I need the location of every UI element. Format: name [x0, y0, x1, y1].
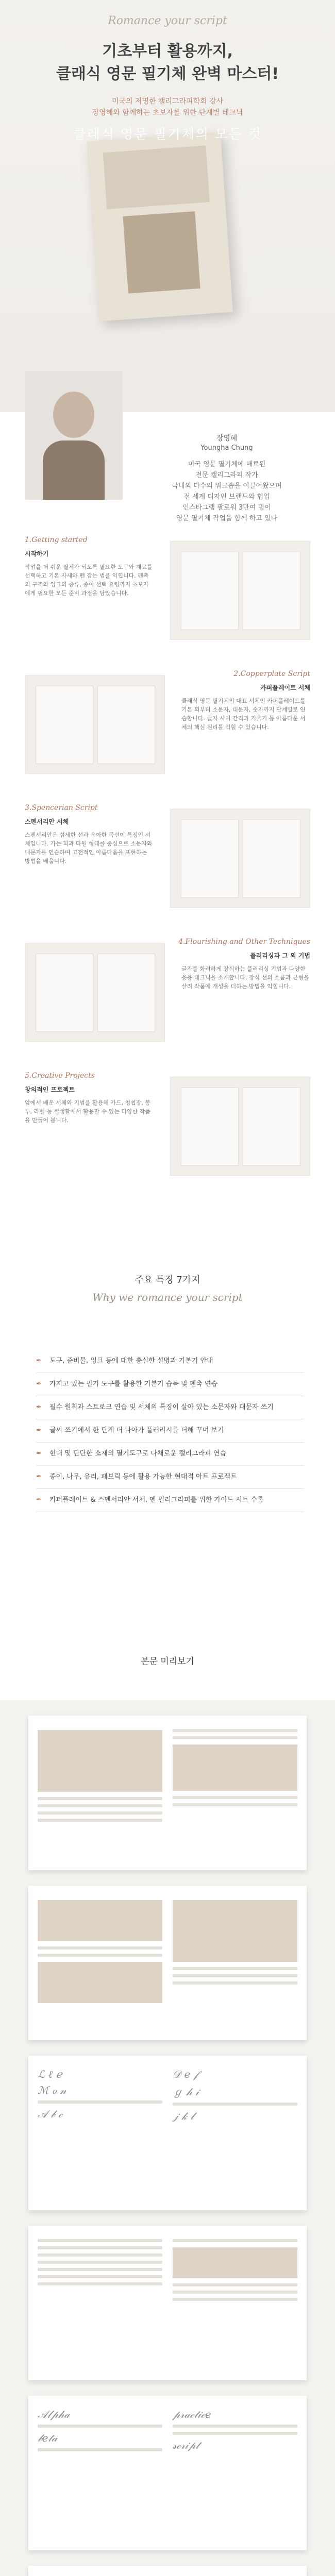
book-page — [181, 1088, 239, 1166]
chapter-3-text: 스펜서리안은 섬세한 선과 우아한 곡선이 특징인 서체입니다. 가는 획과 타원 형태를 중심으로 소문자와 대문자를 연습하며 고전적인 아름다움을 표현하는 방법을 배웁니다. — [25, 832, 153, 865]
feather-icon: ✒ — [36, 1473, 42, 1481]
chapter-2-image — [25, 675, 165, 774]
author-info — [139, 433, 314, 524]
hero-desc-line1: 미국의 저명한 캘리그라피학회 강사 — [111, 97, 224, 106]
author-name-en: Youngha Chung — [200, 444, 253, 452]
chapter-2 — [0, 670, 335, 788]
book-page-right — [173, 2235, 297, 2371]
feature-text: 도구, 준비물, 잉크 등에 대한 충실한 설명과 기본기 안내 — [49, 1357, 213, 1365]
feather-icon: ✒ — [36, 1403, 42, 1411]
hero-book-title: 클래식 영문 필기체의 모든 것 — [73, 127, 262, 142]
feature-item — [36, 1443, 304, 1466]
chapter-5-label: 창의적인 프로젝트 — [25, 1086, 75, 1093]
hero-section — [0, 0, 335, 412]
chapter-5-text: 앞에서 배운 서체와 기법을 활용해 카드, 청첩장, 봉투, 라벨 등 실생활에서 활용할 수 있는 다양한 작품을 만들어 봅니다. — [25, 1099, 150, 1124]
chapter-4-image — [25, 943, 165, 1042]
book-page — [97, 686, 155, 764]
feather-icon: ✒ — [36, 1357, 42, 1365]
chapter-1-label: 시작하기 — [25, 550, 49, 557]
chapter-2-text: 클래식 영문 필기체의 대표 서체인 카퍼플레이트를 기본 획부터 소문자, 대문자, 숫자까지 단계별로 연습합니다. 글자 사이 간격과 기울기 등 아름다운 서체의 핵심 원리를 익힐 수 있습니다. — [181, 698, 306, 731]
book-cover-image — [87, 132, 233, 321]
book-page-left: ℒ ℓ ℯ ℳ ℴ 𝓃 𝒜 𝒷 𝒸 — [38, 2065, 162, 2201]
feature-text: 가지고 있는 필기 도구를 활용한 기본기 습득 및 펜촉 연습 — [49, 1380, 218, 1388]
chapter-3-image — [170, 809, 310, 908]
author-face — [53, 392, 94, 438]
chapter-1-image — [170, 541, 310, 640]
book-page-right — [173, 1725, 297, 1861]
author-bio-line: 전 세계 디자인 브랜드와 협업 — [183, 493, 270, 501]
feature-text: 현대 및 단단한 소재의 필기도구로 다채로운 캘리그라피 연습 — [49, 1450, 226, 1458]
features-title: 주요 특징 7가지 — [135, 1275, 200, 1285]
book-page — [243, 1088, 300, 1166]
chapter-5-image — [170, 1077, 310, 1176]
author-bio-line: 인스타그램 팔로워 3만여 명이 — [182, 504, 271, 512]
feather-icon: ✒ — [36, 1496, 42, 1504]
features-list — [36, 1350, 304, 1512]
preview-spread-2 — [28, 1886, 307, 2040]
feature-item — [36, 1419, 304, 1443]
feather-icon: ✒ — [36, 1427, 42, 1434]
feature-item — [36, 1396, 304, 1419]
hero-title — [0, 40, 335, 86]
chapter-4-label: 플러리싱과 그 외 기법 — [250, 952, 310, 959]
hero-title-line1: 기초부터 활용까지, — [102, 42, 233, 60]
chapter-3-title: 3.Spencerian Script — [25, 804, 98, 812]
book-page — [181, 820, 239, 898]
feature-text: 필수 원칙과 스트로크 연습 및 서체의 특징이 살아 있는 소문자와 대문자 쓰기 — [49, 1403, 274, 1411]
chapter-1-title: 1.Getting started — [25, 536, 88, 544]
book-page — [36, 686, 93, 764]
book-page-right: 𝒟 𝑒 𝒻 ℊ 𝒽 𝒾 𝒿 𝓀 𝓁 — [173, 2065, 297, 2201]
feature-item — [36, 1350, 304, 1373]
feature-text: 글씨 쓰기에서 한 단계 더 나아가 플러리시를 더해 꾸며 보기 — [49, 1427, 224, 1434]
book-page-left — [38, 1895, 162, 2031]
book-page-right — [173, 1895, 297, 2031]
author-photo — [25, 371, 123, 500]
author-bio-line: 전문 캘리그라피 작가 — [195, 471, 258, 479]
chapter-5-title: 5.Creative Projects — [25, 1072, 95, 1080]
book-page-left — [38, 1725, 162, 1861]
preview-title: 본문 미리보기 — [141, 1656, 194, 1667]
book-cover-photo — [123, 211, 200, 293]
hero-title-line2: 클래식 영문 필기체 완벽 마스터! — [56, 65, 279, 83]
chapter-2-label: 카퍼플레이트 서체 — [260, 684, 310, 691]
book-page — [243, 820, 300, 898]
author-bio-line: 영문 필기체 작업을 함께 하고 있다 — [176, 515, 278, 522]
author-bio-line: 국내외 다수의 워크숍을 이끌어왔으며 — [172, 482, 282, 490]
book-page — [36, 954, 93, 1032]
book-page-right: 𝓅𝓇𝒶𝒸𝓉𝒾𝒸𝑒 𝓈𝒸𝓇𝒾𝓅𝓉 — [173, 2405, 297, 2541]
book-page — [243, 552, 300, 630]
feature-item — [36, 1489, 304, 1512]
hero-desc-line2: 장영혜와 함께하는 초보자를 위한 단계별 테크닉 — [92, 109, 243, 117]
feature-item — [36, 1373, 304, 1396]
chapter-2-title: 2.Copperplate Script — [233, 670, 310, 678]
feature-text: 종이, 나무, 유리, 패브릭 등에 활용 가능한 현대적 아트 프로젝트 — [49, 1473, 237, 1481]
hero-script-title: Romance your script — [108, 14, 227, 27]
features-header — [0, 1273, 335, 1303]
author-bio — [139, 459, 314, 524]
feature-text: 카퍼플레이트 & 스펜서리안 서체, 펜 필러그라피를 위한 가이드 시트 수록 — [49, 1496, 264, 1504]
chapter-4-text: 글자를 화려하게 장식하는 플러리싱 기법과 다양한 응용 테크닉을 소개합니다. 장식 선의 흐름과 균형을 살려 작품에 개성을 더하는 방법을 익힙니다. — [181, 965, 309, 990]
hero-description — [0, 96, 335, 118]
preview-spread-4 — [28, 2226, 307, 2380]
chapter-1 — [0, 536, 335, 654]
chapter-5 — [0, 1072, 335, 1190]
features-script-title: Why we romance your script — [92, 1291, 243, 1303]
author-name: 장영혜 — [216, 434, 238, 443]
chapter-3 — [0, 804, 335, 922]
preview-spread-6 — [28, 2566, 307, 2576]
feather-icon: ✒ — [36, 1380, 42, 1388]
chapter-1-text: 작업을 더 쉬운 필체가 되도록 필요한 도구와 재료를 선택하고 기본 자세와 펜 잡는 법을 익힙니다. 펜촉의 구조와 잉크의 종류, 종이 선택 요령까지 초보자에게 필요한 모든 준비 과정을 담았습니다. — [25, 564, 153, 597]
preview-spread-5 — [28, 2396, 307, 2550]
author-body — [43, 440, 105, 500]
chapter-4 — [0, 938, 335, 1056]
preview-spread-3 — [28, 2056, 307, 2210]
feather-icon: ✒ — [36, 1450, 42, 1458]
feature-item — [36, 1466, 304, 1489]
book-page — [181, 552, 239, 630]
chapter-3-label: 스펜서리안 서체 — [25, 818, 69, 825]
preview-spread-1 — [28, 1716, 307, 1870]
author-bio-line: 미국 영문 필기체에 매료된 — [188, 461, 266, 468]
book-page — [97, 954, 155, 1032]
book-cover-art — [103, 145, 210, 209]
chapter-4-title: 4.Flourishing and Other Techniques — [178, 938, 310, 946]
book-page-left — [38, 2235, 162, 2371]
book-page-left: 𝒜𝓁𝓅𝒽𝒶 𝒷𝑒𝓉𝒶 — [38, 2405, 162, 2541]
